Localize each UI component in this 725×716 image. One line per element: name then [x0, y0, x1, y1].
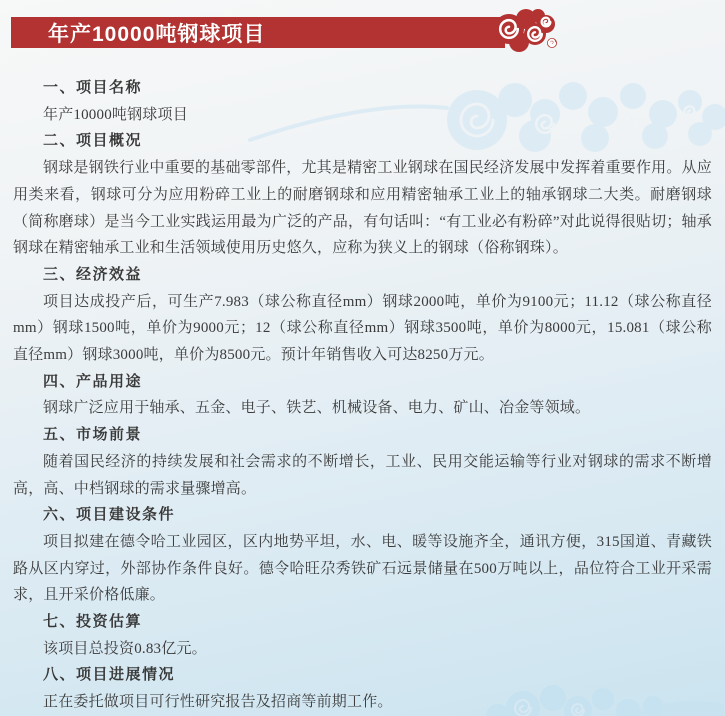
section-paragraph: 项目达成投产后，可生产7.983（球公称直径mm）钢球2000吨，单价为9100元；11.12（球公称直径mm）钢球1500吨，单价为9000元；12（球公称直径mm）钢球3500吨，单价为8000元，15.081（球公称直径mm）钢球3000吨，单价为8500元。预计年销售收入可达8250万元。	[13, 293, 712, 364]
section-heading: 六、项目建设条件	[43, 506, 176, 524]
section-heading: 七、投资估算	[43, 613, 143, 631]
content	[13, 75, 712, 716]
section-heading: 八、项目进展情况	[43, 666, 176, 684]
section-heading: 五、市场前景	[43, 426, 143, 444]
section-heading: 一、项目名称	[43, 79, 143, 96]
section-paragraph: 钢球广泛应用于轴承、五金、电子、铁艺、机械设备、电力、矿山、冶金等领域。	[43, 400, 591, 417]
section-paragraph: 项目拟建在德令哈工业园区，区内地势平坦，水、电、暖等设施齐全，通讯方便，315国道、青藏铁路从区内穿过，外部协作条件良好。德令哈旺尕秀铁矿石远景储量在500万吨以上，品位符合工业开采需求，且开采价格低廉。	[13, 533, 712, 604]
section-paragraph: 钢球是钢铁行业中重要的基础零部件，尤其是精密工业钢球在国民经济发展中发挥着重要作用。从应用类来看，钢球可分为应用粉碎工业上的耐磨钢球和应用精密轴承工业上的轴承钢球二大类。耐磨钢球（简称磨球）是当今工业实践运用最为广泛的产品，有句话叫：“有工业必有粉碎”对此说得很贴切；轴承钢球在精密轴承工业和生活领域使用历史悠久，应称为狭义上的钢球（俗称钢珠）。	[13, 160, 712, 257]
page-title: 年产10000吨钢球项目	[48, 22, 266, 46]
section-paragraph: 正在委托做项目可行性研究报告及招商等前期工作。	[43, 694, 393, 711]
section-paragraph: 年产10000吨钢球项目	[43, 106, 188, 123]
title-banner	[11, 17, 500, 48]
section-heading: 三、经济效益	[43, 265, 143, 283]
section-heading: 二、项目概况	[43, 132, 143, 150]
section-heading: 四、产品用途	[43, 372, 143, 390]
banner-cloud-icon	[483, 5, 568, 57]
section-paragraph: 随着国民经济的持续发展和社会需求的不断增长，工业、民用交能运输等行业对钢球的需求不断增高，高、中档钢球的需求量骤增高。	[13, 453, 712, 497]
section-paragraph: 该项目总投资0.83亿元。	[43, 640, 207, 657]
